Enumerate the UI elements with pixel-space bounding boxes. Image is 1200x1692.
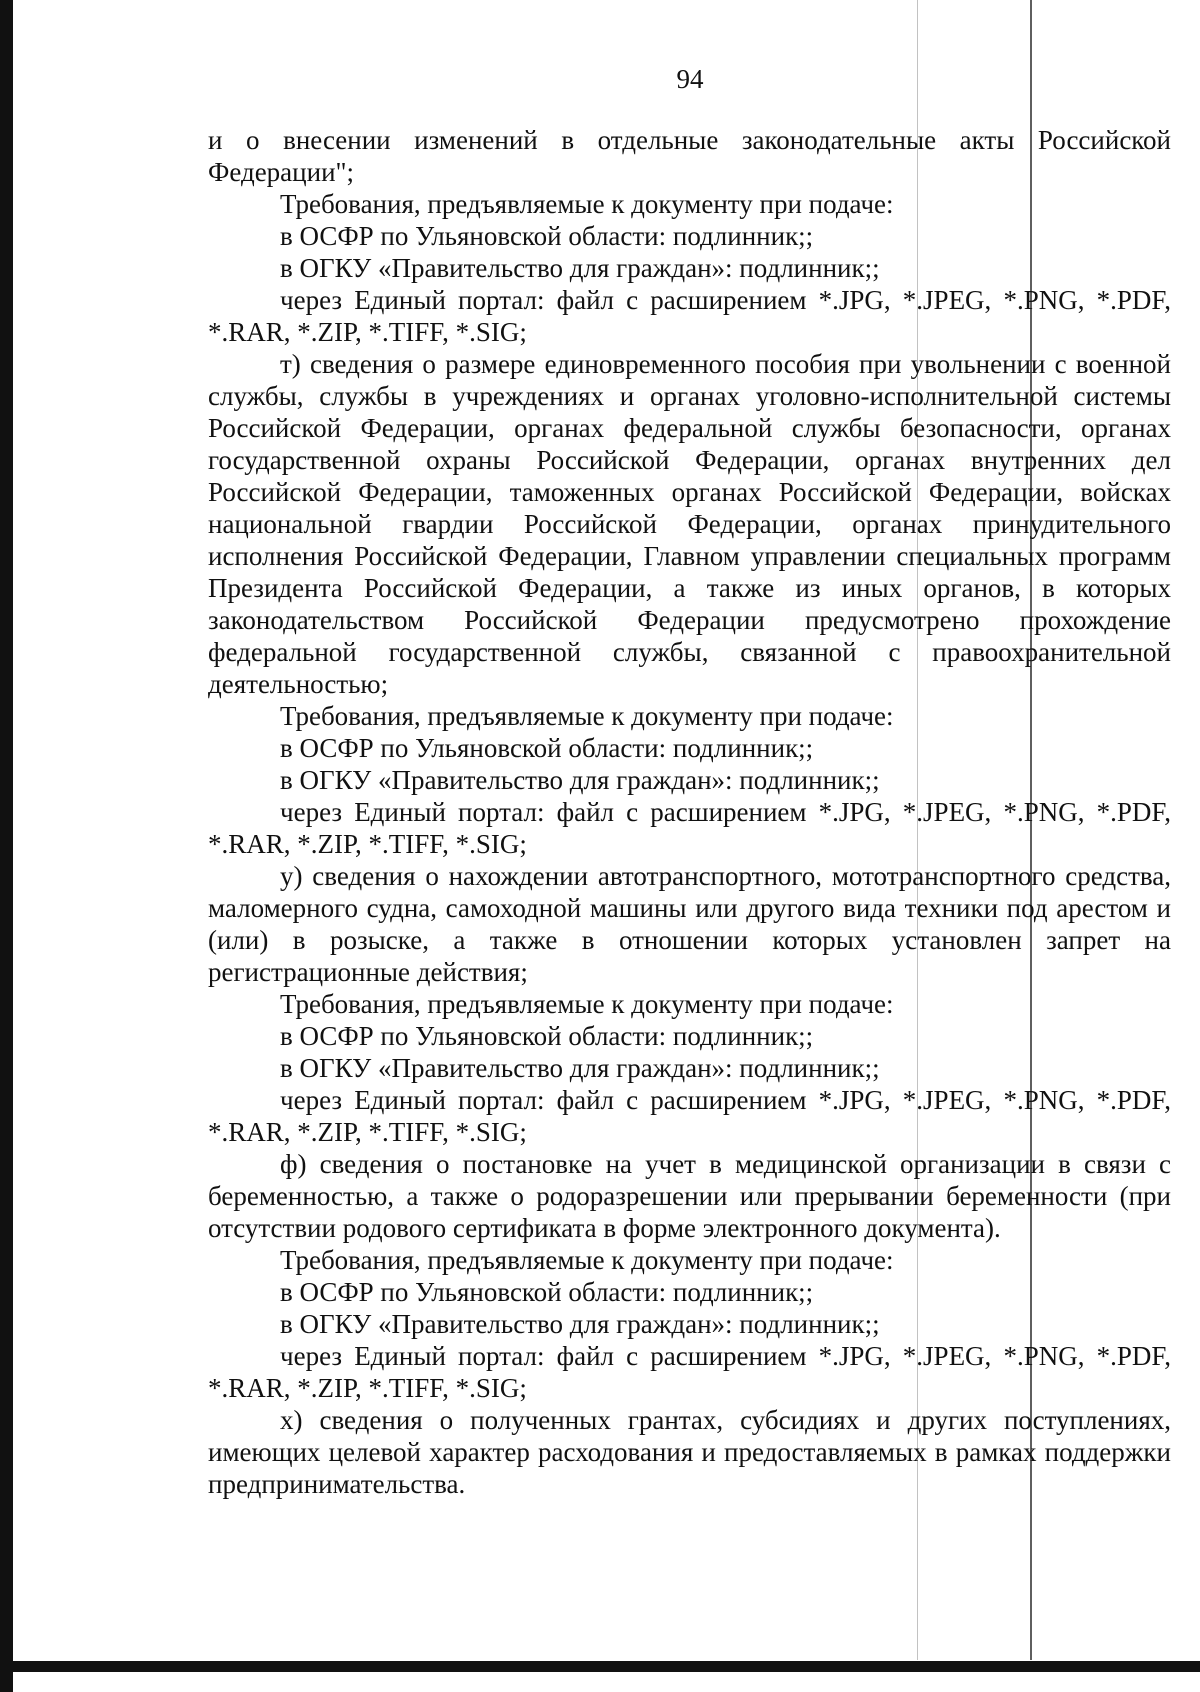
paragraph: Требования, предъявляемые к документу при подаче:	[280, 189, 894, 219]
paragraph: в ОГКУ «Правительство для граждан»: подлинник;;	[280, 765, 880, 795]
paragraph: т) сведения о размере единовременного пособия при увольнении с военной службы, службы в учреждениях и органах уголовно-исполнительной системы Российской Федерации, органах федеральной службы безопасности, органах государственной охраны Российской Федерации, органах внутренних дел Российской Федерации, таможенных органах Российской Федерации, войсках национальной гвардии Российской Федерации, органах принудительного исполнения Российской Федерации, Главном управлении специальных программ Президента Российской Федерации, а также из иных органов, в которых законодательством Российской Федерации предусмотрено прохождение федеральной государственной службы, связанной с правоохранительной деятельностью;	[208, 349, 1171, 699]
paragraph: Требования, предъявляемые к документу при подаче:	[280, 989, 894, 1019]
paragraph: у) сведения о нахождении автотранспортного, мототранспортного средства, маломерного судна, самоходной машины или другого вида техники под арестом и (или) в розыске, а также в отношении которых установлен запрет на регистрационные действия;	[208, 861, 1171, 987]
paragraph: через Единый портал: файл с расширением *.JPG, *.JPEG, *.PNG, *.PDF, *.RAR, *.ZIP, *.TIFF, *.SIG;	[208, 1085, 1171, 1147]
paragraph: в ОГКУ «Правительство для граждан»: подлинник;;	[280, 253, 880, 283]
paragraph: Требования, предъявляемые к документу при подаче:	[280, 1245, 894, 1275]
paragraph: через Единый портал: файл с расширением *.JPG, *.JPEG, *.PNG, *.PDF, *.RAR, *.ZIP, *.TIFF, *.SIG;	[208, 1341, 1171, 1403]
paragraph: через Единый портал: файл с расширением *.JPG, *.JPEG, *.PNG, *.PDF, *.RAR, *.ZIP, *.TIFF, *.SIG;	[208, 797, 1171, 859]
paragraph: в ОСФР по Ульяновской области: подлинник;;	[280, 733, 814, 763]
paragraph: в ОГКУ «Правительство для граждан»: подлинник;;	[280, 1309, 880, 1339]
paragraph: в ОСФР по Ульяновской области: подлинник;;	[280, 1021, 814, 1051]
paragraph: в ОСФР по Ульяновской области: подлинник;;	[280, 221, 814, 251]
paragraph: в ОГКУ «Правительство для граждан»: подлинник;;	[280, 1053, 880, 1083]
paragraph: Требования, предъявляемые к документу при подаче:	[280, 701, 894, 731]
document-body	[208, 124, 1171, 1500]
scan-edge-left	[0, 0, 13, 1692]
page-number: 94	[676, 64, 704, 94]
paragraph: через Единый портал: файл с расширением *.JPG, *.JPEG, *.PNG, *.PDF, *.RAR, *.ZIP, *.TIFF, *.SIG;	[208, 285, 1171, 347]
paragraph: в ОСФР по Ульяновской области: подлинник;;	[280, 1277, 814, 1307]
paragraph: и о внесении изменений в отдельные законодательные акты Российской Федерации";	[208, 125, 1171, 187]
paragraph: х) сведения о полученных грантах, субсидиях и других поступлениях, имеющих целевой характер расходования и предоставляемых в рамках поддержки предпринимательства.	[208, 1405, 1171, 1499]
scan-edge-bottom	[0, 1661, 1200, 1672]
paragraph: ф) сведения о постановке на учет в медицинской организации в связи с беременностью, а также о родоразрешении или прерывании беременности (при отсутствии родового сертификата в форме электронного документа).	[208, 1149, 1171, 1243]
